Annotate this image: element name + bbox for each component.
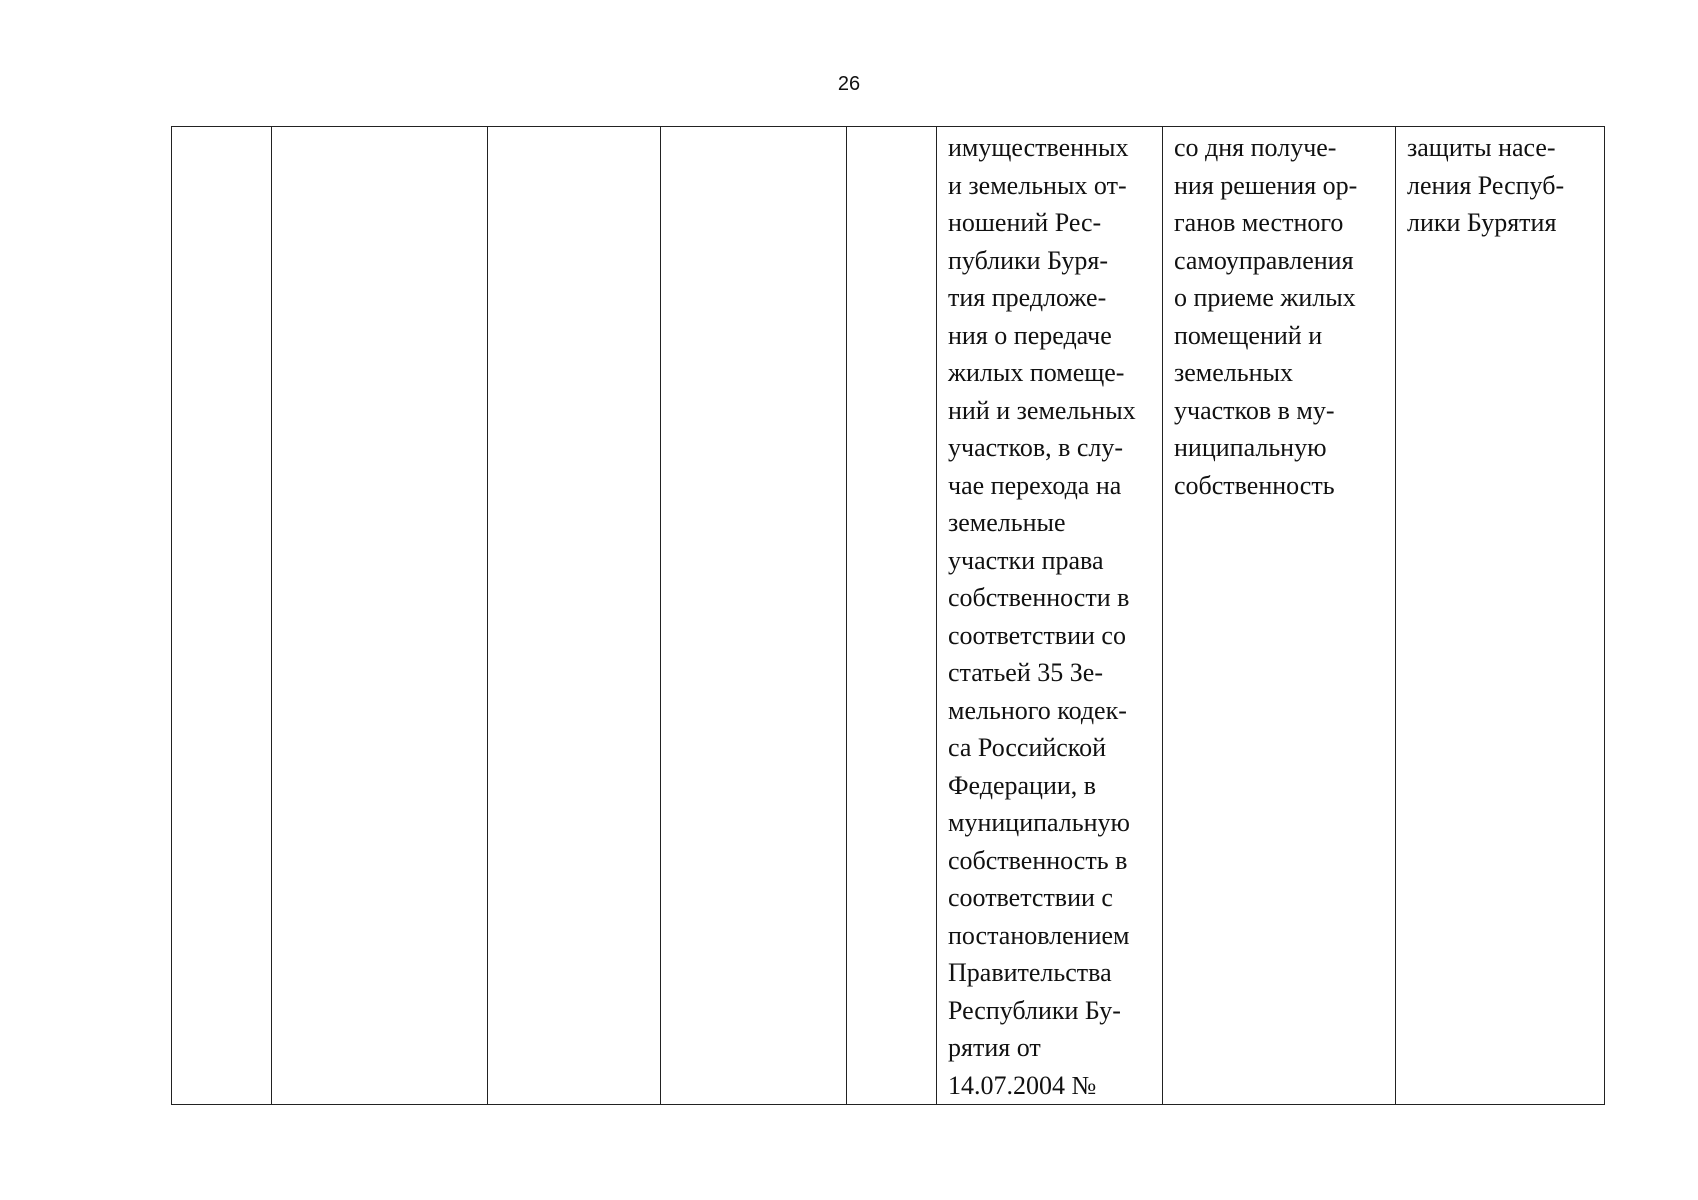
cell-text-line: рятия от	[948, 1033, 1041, 1062]
cell-text-line: постановлением	[948, 920, 1130, 950]
cell-text-line: Республики Бу-	[948, 995, 1121, 1025]
cell-text-line: ниципальную	[1174, 433, 1327, 462]
table-cell-col7	[1163, 127, 1396, 1105]
table-row	[172, 127, 1605, 1105]
cell-text-line: собственность в	[948, 845, 1128, 875]
cell-text-line: земельных	[1174, 358, 1294, 387]
cell-text-line: участки права	[948, 545, 1104, 575]
cell-text-line: Федерации, в	[948, 770, 1097, 800]
cell-text-line: о приеме жилых	[1174, 283, 1356, 312]
cell-text-line: ния о передаче	[948, 320, 1112, 350]
cell-text-line: тия предложе-	[948, 283, 1107, 312]
cell-text-line: и земельных от-	[948, 170, 1127, 200]
cell-text-line: жилых помеще-	[948, 358, 1125, 387]
table-cell-col5	[847, 127, 937, 1105]
cell-text-line: соответствии со	[948, 620, 1126, 650]
cell-text-line: имущественных	[948, 133, 1129, 162]
cell-text-line: ления Респуб-	[1407, 170, 1565, 200]
table-cell-col4	[661, 127, 847, 1105]
table-cell-col2	[272, 127, 488, 1105]
cell-text-line: участков в му-	[1174, 395, 1335, 425]
cell-text-line: земельные	[948, 508, 1066, 537]
cell-text-line: собственность	[1174, 470, 1335, 500]
cell-text-line: помещений и	[1174, 320, 1323, 350]
cell-text-line: ганов местного	[1174, 208, 1344, 237]
cell-text-line: муниципальную	[948, 808, 1130, 837]
cell-text-line: статьей 35 Зе-	[948, 658, 1103, 687]
cell-text-line: собственности в	[948, 583, 1130, 612]
table-cell-col3	[488, 127, 661, 1105]
cell-text-line: самоуправления	[1174, 245, 1354, 275]
table-cell-col1	[172, 127, 272, 1105]
cell-text-line: са Российской	[948, 733, 1107, 762]
cell-text-line: мельного кодек-	[948, 695, 1127, 725]
page-number: 26	[837, 73, 861, 95]
cell-text-line: публики Буря-	[948, 245, 1108, 275]
cell-text-line: лики Бурятия	[1407, 208, 1557, 237]
cell-text-line: участков, в слу-	[948, 433, 1124, 462]
cell-text-line: защиты насе-	[1407, 133, 1556, 162]
table-cell-col8	[1396, 127, 1605, 1105]
cell-text-line: чае перехода на	[948, 470, 1122, 500]
cell-text-line: Правительства	[948, 958, 1112, 987]
table-cell-col6	[937, 127, 1163, 1105]
cell-text-line: со дня получе-	[1174, 133, 1337, 162]
cell-text-line: ний и земельных	[948, 395, 1136, 425]
cell-text-line: соответствии с	[948, 883, 1113, 912]
cell-text-line: ношений Рес-	[948, 208, 1102, 237]
document-table	[171, 126, 1605, 1105]
cell-text-line: 14.07.2004 №	[948, 1070, 1097, 1100]
cell-text-line: ния решения ор-	[1174, 170, 1358, 200]
